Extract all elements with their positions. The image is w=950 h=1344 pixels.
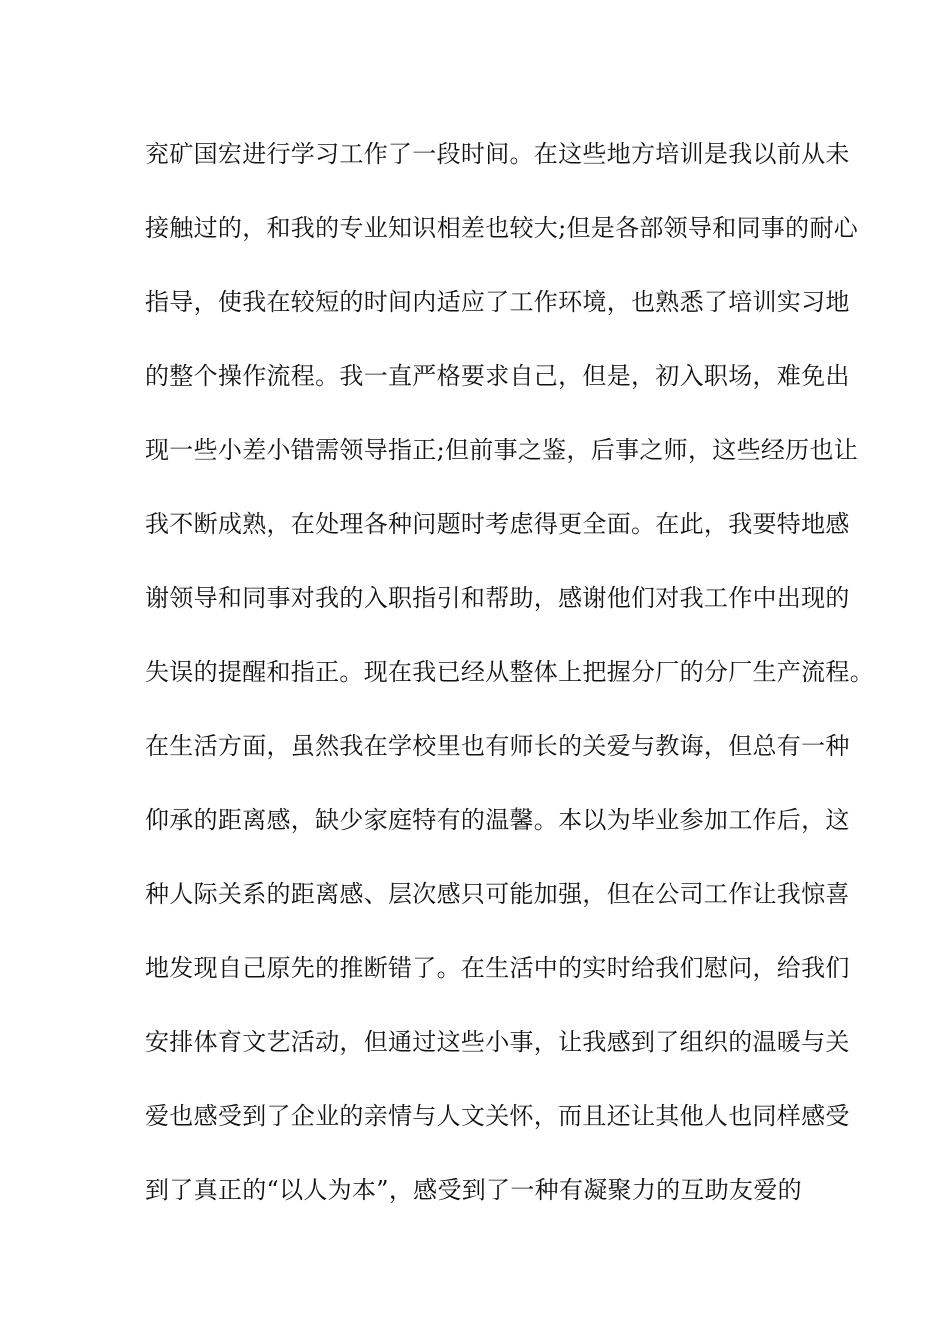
text-line: 到了真正的“以人为本”，感受到了一种有凝聚力的互助友爱的 [145,1176,802,1204]
text-line: 兖矿国宏进行学习工作了一段时间。在这些地方培训是我以前从未 [145,140,850,168]
text-line: 仰承的距离感，缺少家庭特有的温馨。本以为毕业参加工作后，这 [145,806,850,834]
text-line: 安排体育文艺活动，但通过这些小事，让我感到了组织的温暖与关 [145,1028,850,1056]
text-line: 的整个操作流程。我一直严格要求自己，但是，初入职场，难免出 [145,362,850,390]
text-line: 爱也感受到了企业的亲情与人文关怀，而且还让其他人也同样感受 [145,1102,850,1130]
text-line: 失误的提醒和指正。现在我已经从整体上把握分厂的分厂生产流程。 [145,658,874,686]
text-line: 地发现自己原先的推断错了。在生活中的实时给我们慰问，给我们 [145,954,850,982]
body-text [145,134,874,1244]
text-line: 我不断成熟，在处理各种问题时考虑得更全面。在此，我要特地感 [145,510,850,538]
text-line: 种人际关系的距离感、层次感只可能加强，但在公司工作让我惊喜 [145,880,850,908]
text-line: 在生活方面，虽然我在学校里也有师长的关爱与教诲，但总有一种 [145,732,850,760]
text-line: 指导，使我在较短的时间内适应了工作环境，也熟悉了培训实习地 [145,288,850,316]
text-line: 接触过的，和我的专业知识相差也较大;但是各部领导和同事的耐心 [145,214,859,242]
text-line: 现一些小差小错需领导指正;但前事之鉴，后事之师，这些经历也让 [145,436,859,464]
text-line: 谢领导和同事对我的入职指引和帮助，感谢他们对我工作中出现的 [145,584,850,612]
